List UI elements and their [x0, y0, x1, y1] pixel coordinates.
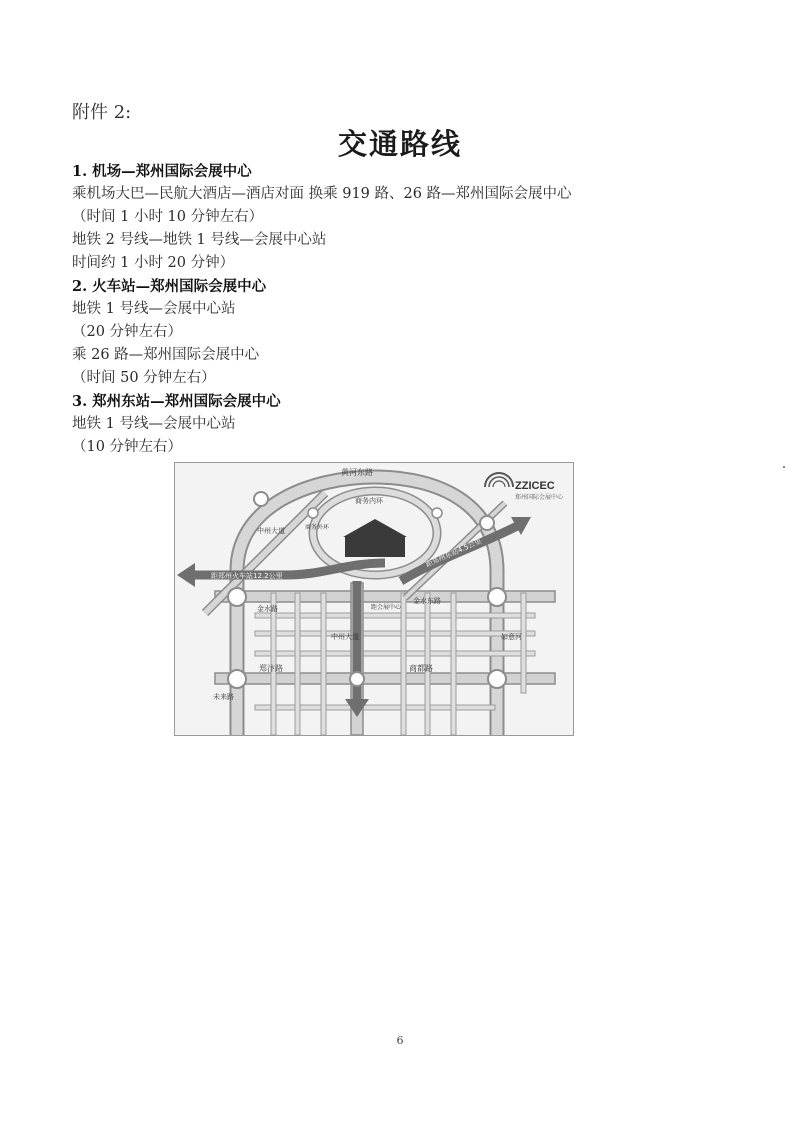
intersection	[254, 492, 268, 506]
road-label-jinshui: 金水路	[257, 605, 278, 613]
minor-road	[295, 593, 300, 735]
route-heading-railway: 2. 火车站—郑州国际会展中心	[72, 278, 267, 295]
page-number: 6	[396, 1034, 404, 1047]
route-line: 时间约 1 小时 20 分钟）	[72, 255, 235, 271]
minor-road	[451, 593, 456, 735]
road-label-shangdu: 商都路	[409, 664, 433, 673]
route-heading-airport: 1. 机场—郑州国际会展中心	[72, 163, 252, 180]
scan-speck	[783, 466, 785, 468]
route-line: 地铁 1 号线—会展中心站	[72, 416, 236, 432]
intersection	[480, 516, 494, 530]
logo-subtext: 郑州国际会展中心	[515, 494, 564, 501]
convention-center-building	[345, 537, 405, 557]
minor-road	[255, 705, 495, 710]
intersection	[488, 588, 506, 606]
route-heading-east-station: 3. 郑州东站—郑州国际会展中心	[72, 393, 281, 410]
route-line: 乘机场大巴—民航大酒店—酒店对面 换乘 919 路、26 路—郑州国际会展中心	[72, 186, 572, 202]
route-line: （时间 1 小时 10 分钟左右）	[72, 209, 264, 225]
label-to-railway-station: 距郑州火车站12.2公里	[211, 572, 283, 580]
road-label-huanghe: 黄河东路	[341, 468, 373, 477]
logo-text: ZZICEC	[515, 480, 555, 492]
intersection	[228, 670, 246, 688]
road-label-weilai: 未来路	[213, 693, 234, 701]
intersection	[432, 508, 442, 518]
route-line: （10 分钟左右）	[72, 439, 183, 455]
road-label-zhongzhou: 中州大道	[331, 633, 359, 641]
label-center-distance: 距会展中心	[371, 604, 402, 611]
traffic-map-svg	[175, 463, 573, 735]
route-line: 地铁 1 号线—会展中心站	[72, 301, 236, 317]
route-line: （时间 50 分钟左右）	[72, 370, 216, 386]
road-label-jinshui-east: 金水东路	[413, 597, 441, 605]
road-label-shangwu-inner: 商务内环	[355, 497, 383, 505]
route-line: （20 分钟左右）	[72, 324, 183, 340]
road-label-ruhe: 如意河	[501, 633, 522, 641]
intersection	[488, 670, 506, 688]
road-label-shangwu-outer: 商务外环	[305, 524, 330, 531]
label-to-east-station: 距郑州东站4.5公里	[424, 537, 483, 569]
route-line: 地铁 2 号线—地铁 1 号线—会展中心站	[72, 232, 327, 248]
intersection	[350, 672, 364, 686]
route-text	[72, 160, 732, 459]
intersection	[308, 508, 318, 518]
intersection	[228, 588, 246, 606]
traffic-map	[174, 462, 574, 736]
attachment-label: 附件 2:	[72, 102, 132, 123]
minor-road	[401, 593, 406, 735]
minor-road	[321, 593, 326, 735]
page-title: 交通路线	[337, 127, 462, 161]
minor-road	[521, 593, 526, 693]
route-line: 乘 26 路—郑州国际会展中心	[72, 347, 260, 363]
road-label-zhongzhou-top: 中州大道	[257, 527, 285, 535]
road-label-zhengbian: 郑汴路	[259, 664, 283, 673]
